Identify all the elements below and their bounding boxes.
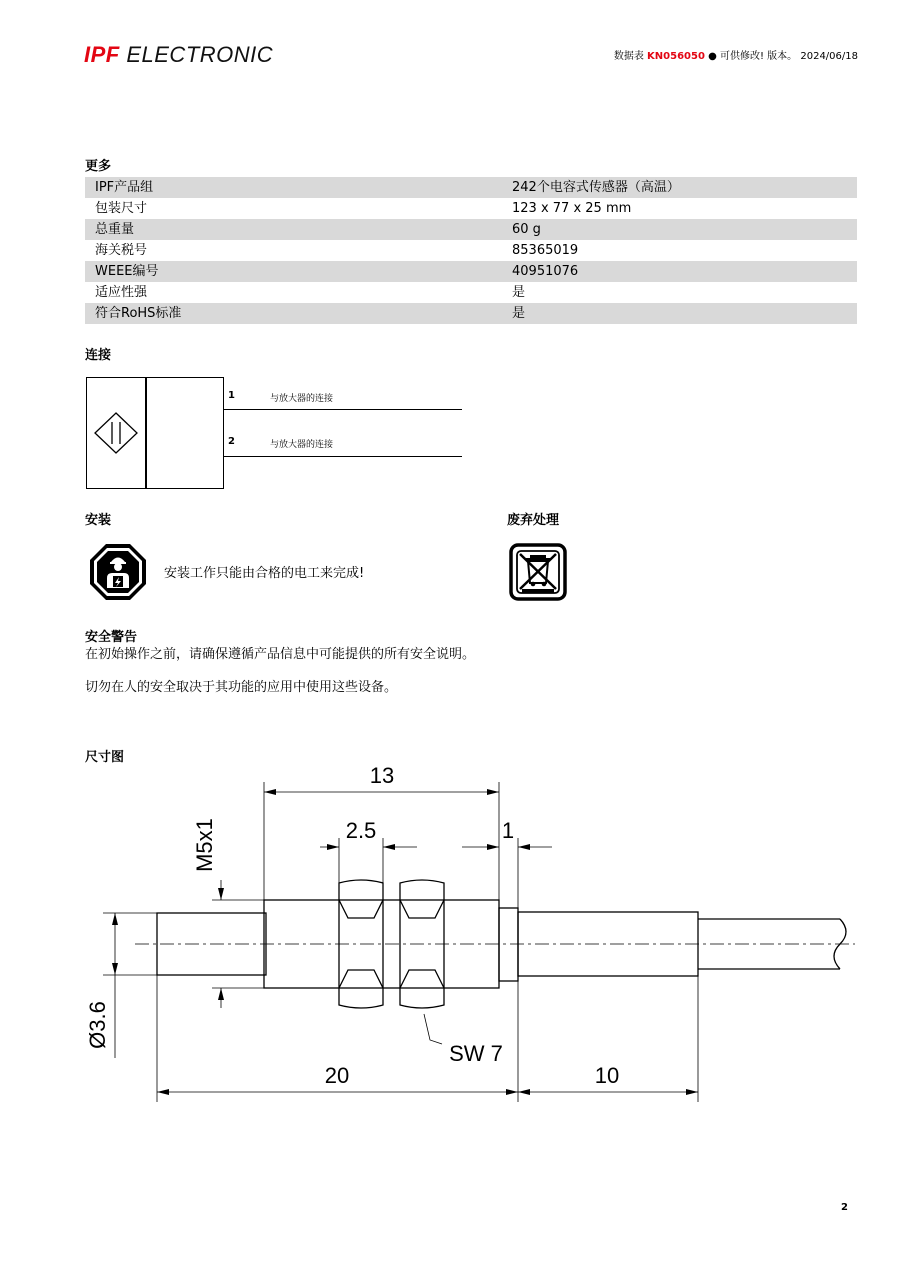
safety-text-2: 切勿在人的安全取决于其功能的应用中使用这些设备。: [85, 680, 398, 695]
collar-outline: [499, 908, 518, 981]
row-label: 包装尺寸: [95, 201, 148, 216]
row-label: IPF产品组: [95, 180, 154, 195]
dim-10: 10: [594, 1063, 620, 1088]
dim-wrench-size: SW 7: [449, 1041, 503, 1066]
product-code: KN056050: [647, 51, 705, 62]
nut-1-bottom: [339, 988, 383, 1008]
header-suffix: ● 可供修改! 版本。 2024/06/18: [704, 51, 858, 62]
safety-title: 安全警告: [85, 630, 138, 645]
installation-text: 安装工作只能由合格的电工来完成!: [164, 566, 365, 581]
page-number: 2: [841, 1202, 848, 1213]
dim-2-5: 2.5: [345, 818, 377, 843]
connection-title: 连接: [85, 348, 112, 363]
nut-1-top: [339, 880, 383, 900]
more-title: 更多: [85, 159, 112, 174]
nut-2-upper-chamfer: [400, 900, 444, 918]
dimension-title: 尺寸图: [85, 750, 125, 765]
row-label: 海关税号: [95, 243, 148, 258]
dim-1: 1: [501, 818, 515, 843]
row-value: 是: [512, 306, 526, 321]
nut-2-bottom: [400, 988, 444, 1008]
pin-1-label: 与放大器的连接: [270, 394, 334, 404]
ipf-logo: IPF ELECTRONIC: [84, 42, 274, 67]
row-label: WEEE编号: [95, 264, 159, 279]
row-value: 60 g: [512, 222, 541, 237]
dim-diameter: Ø3.6: [85, 1001, 110, 1049]
disposal-title: 废弃处理: [507, 513, 560, 528]
pin-1-number: 1: [228, 390, 235, 401]
installation-title: 安装: [85, 513, 112, 528]
pin-2-number: 2: [228, 436, 235, 447]
dim-13: 13: [369, 763, 395, 788]
nut-1-upper-chamfer: [339, 900, 383, 918]
row-value: 242个电容式传感器（高温）: [512, 180, 680, 195]
row-value: 123 x 77 x 25 mm: [512, 201, 632, 216]
row-label: 符合RoHS标准: [95, 306, 182, 321]
safety-text-1: 在初始操作之前，请确保遵循产品信息中可能提供的所有安全说明。: [85, 647, 476, 662]
row-value: 85365019: [512, 243, 579, 258]
header-prefix: 数据表: [613, 51, 648, 62]
row-label: 总重量: [95, 222, 135, 237]
nut-2-top: [400, 880, 444, 900]
dim-20: 20: [324, 1063, 350, 1088]
nut-1-lower-chamfer: [339, 970, 383, 988]
row-value: 40951076: [512, 264, 579, 279]
row-label: 适应性强: [95, 285, 148, 300]
row-value: 是: [512, 285, 526, 300]
nut-2-lower-chamfer: [400, 970, 444, 988]
pin-2-label: 与放大器的连接: [270, 440, 334, 450]
dim-thread: M5x1: [192, 818, 217, 872]
